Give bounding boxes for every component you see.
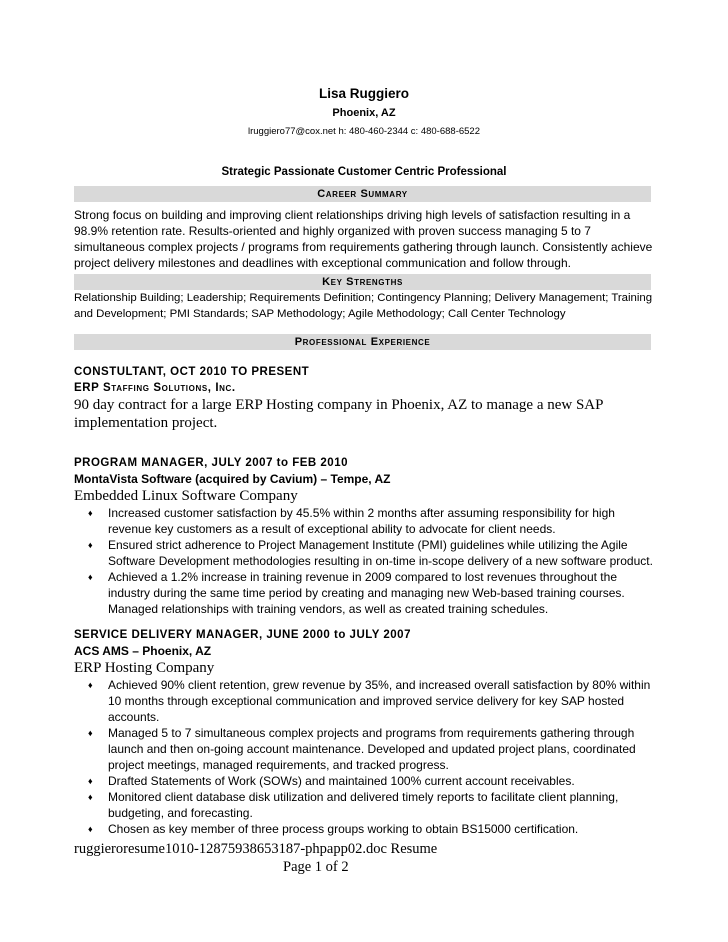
job-description: Embedded Linux Software Company bbox=[74, 488, 298, 504]
job-description: ERP Hosting Company bbox=[74, 660, 215, 676]
candidate-location: Phoenix, AZ bbox=[332, 107, 396, 119]
professional-tagline: Strategic Passionate Customer Centric Professional bbox=[221, 166, 507, 178]
job-company: ERP Staffing Solutions, Inc. bbox=[74, 382, 236, 394]
job-bullet-list bbox=[74, 677, 654, 837]
diamond-bullet-icon: ♦ bbox=[88, 680, 93, 690]
job-heading: CONSTULTANT, OCT 2010 TO PRESENT bbox=[74, 366, 310, 378]
job-company: MontaVista Software (acquired by Cavium) – Tempe, AZ bbox=[74, 472, 391, 486]
list-item: ♦ Increased customer satisfaction by 45.5% within 2 months after assuming responsibility for high revenue key customers as a result of exceptional ability to advocate for client needs. bbox=[88, 506, 615, 536]
career-summary-text: Strong focus on building and improving client relationships driving high levels of satisfaction resulting in a 98.9% retention rate. Results-oriented and highly organized with proven success managing 5 to 7 simultaneous complex projects / programs from requirements gathering through launch. Consistently achieve project delivery milestones and deadlines with exceptional communication and follow through. bbox=[74, 208, 653, 270]
key-strengths-text: Relationship Building; Leadership; Requirements Definition; Contingency Planning; Delivery Management; Training and Development; PMI Standards; SAP Methodology; Agile Methodology; Call Center Technology bbox=[74, 292, 653, 320]
diamond-bullet-icon: ♦ bbox=[88, 572, 93, 582]
list-item: ♦ Managed 5 to 7 simultaneous complex projects and programs from requirements gathering through launch and then on-going account maintenance. Developed and updated project plans, coordinated project meetings, managed requirements, and tracked progress. bbox=[88, 726, 636, 772]
diamond-bullet-icon: ♦ bbox=[88, 792, 93, 802]
list-item: ♦ Chosen as key member of three process groups working to obtain BS15000 certification. bbox=[88, 822, 579, 836]
diamond-bullet-icon: ♦ bbox=[88, 508, 93, 518]
list-item: ♦ Achieved 90% client retention, grew revenue by 35%, and increased overall satisfaction by 80% within 10 months through exceptional communication and improved service delivery for key SAP hosted accounts. bbox=[88, 678, 651, 724]
page-footer bbox=[74, 840, 437, 876]
list-item: ♦ Ensured strict adherence to Project Management Institute (PMI) guidelines while utilizing the Agile Software Development methodologies resulting in on-time in-scope delivery of a new software product. bbox=[88, 538, 653, 568]
list-item: ♦ Monitored client database disk utilization and delivered timely reports to facilitate client planning, budgeting, and forecasting. bbox=[88, 790, 619, 820]
list-item: ♦ Achieved a 1.2% increase in training revenue in 2009 compared to lost revenues throughout the industry during the same time period by creating and managing new Web-based training courses. Managed relationships with training vendors, as well as created training schedules. bbox=[88, 570, 625, 616]
job-bullet-list bbox=[74, 505, 654, 617]
candidate-name: Lisa Ruggiero bbox=[318, 86, 409, 101]
candidate-contact: lruggiero77@cox.net h: 480-460-2344 c: 480-688-6522 bbox=[248, 126, 480, 137]
section-bar-professional-experience: Professional Experience bbox=[74, 334, 651, 350]
footer-filename: ruggieroresume1010-12875938653187-phpapp02.doc Resume bbox=[74, 841, 438, 857]
diamond-bullet-icon: ♦ bbox=[88, 824, 93, 834]
job-heading: SERVICE DELIVERY MANAGER, JUNE 2000 to JULY 2007 bbox=[74, 629, 411, 641]
footer-page-number: Page 1 of 2 bbox=[283, 859, 349, 875]
diamond-bullet-icon: ♦ bbox=[88, 540, 93, 550]
section-bar-career-summary: Career Summary bbox=[74, 186, 651, 202]
list-item: ♦ Drafted Statements of Work (SOWs) and maintained 100% current account receivables. bbox=[88, 774, 575, 788]
job-heading: PROGRAM MANAGER, JULY 2007 to FEB 2010 bbox=[74, 457, 348, 469]
diamond-bullet-icon: ♦ bbox=[88, 776, 93, 786]
job-company: ACS AMS – Phoenix, AZ bbox=[74, 644, 212, 658]
job-description: 90 day contract for a large ERP Hosting company in Phoenix, AZ to manage a new SAP implementation project. bbox=[74, 397, 603, 431]
diamond-bullet-icon: ♦ bbox=[88, 728, 93, 738]
section-bar-key-strengths: Key Strengths bbox=[74, 274, 651, 290]
